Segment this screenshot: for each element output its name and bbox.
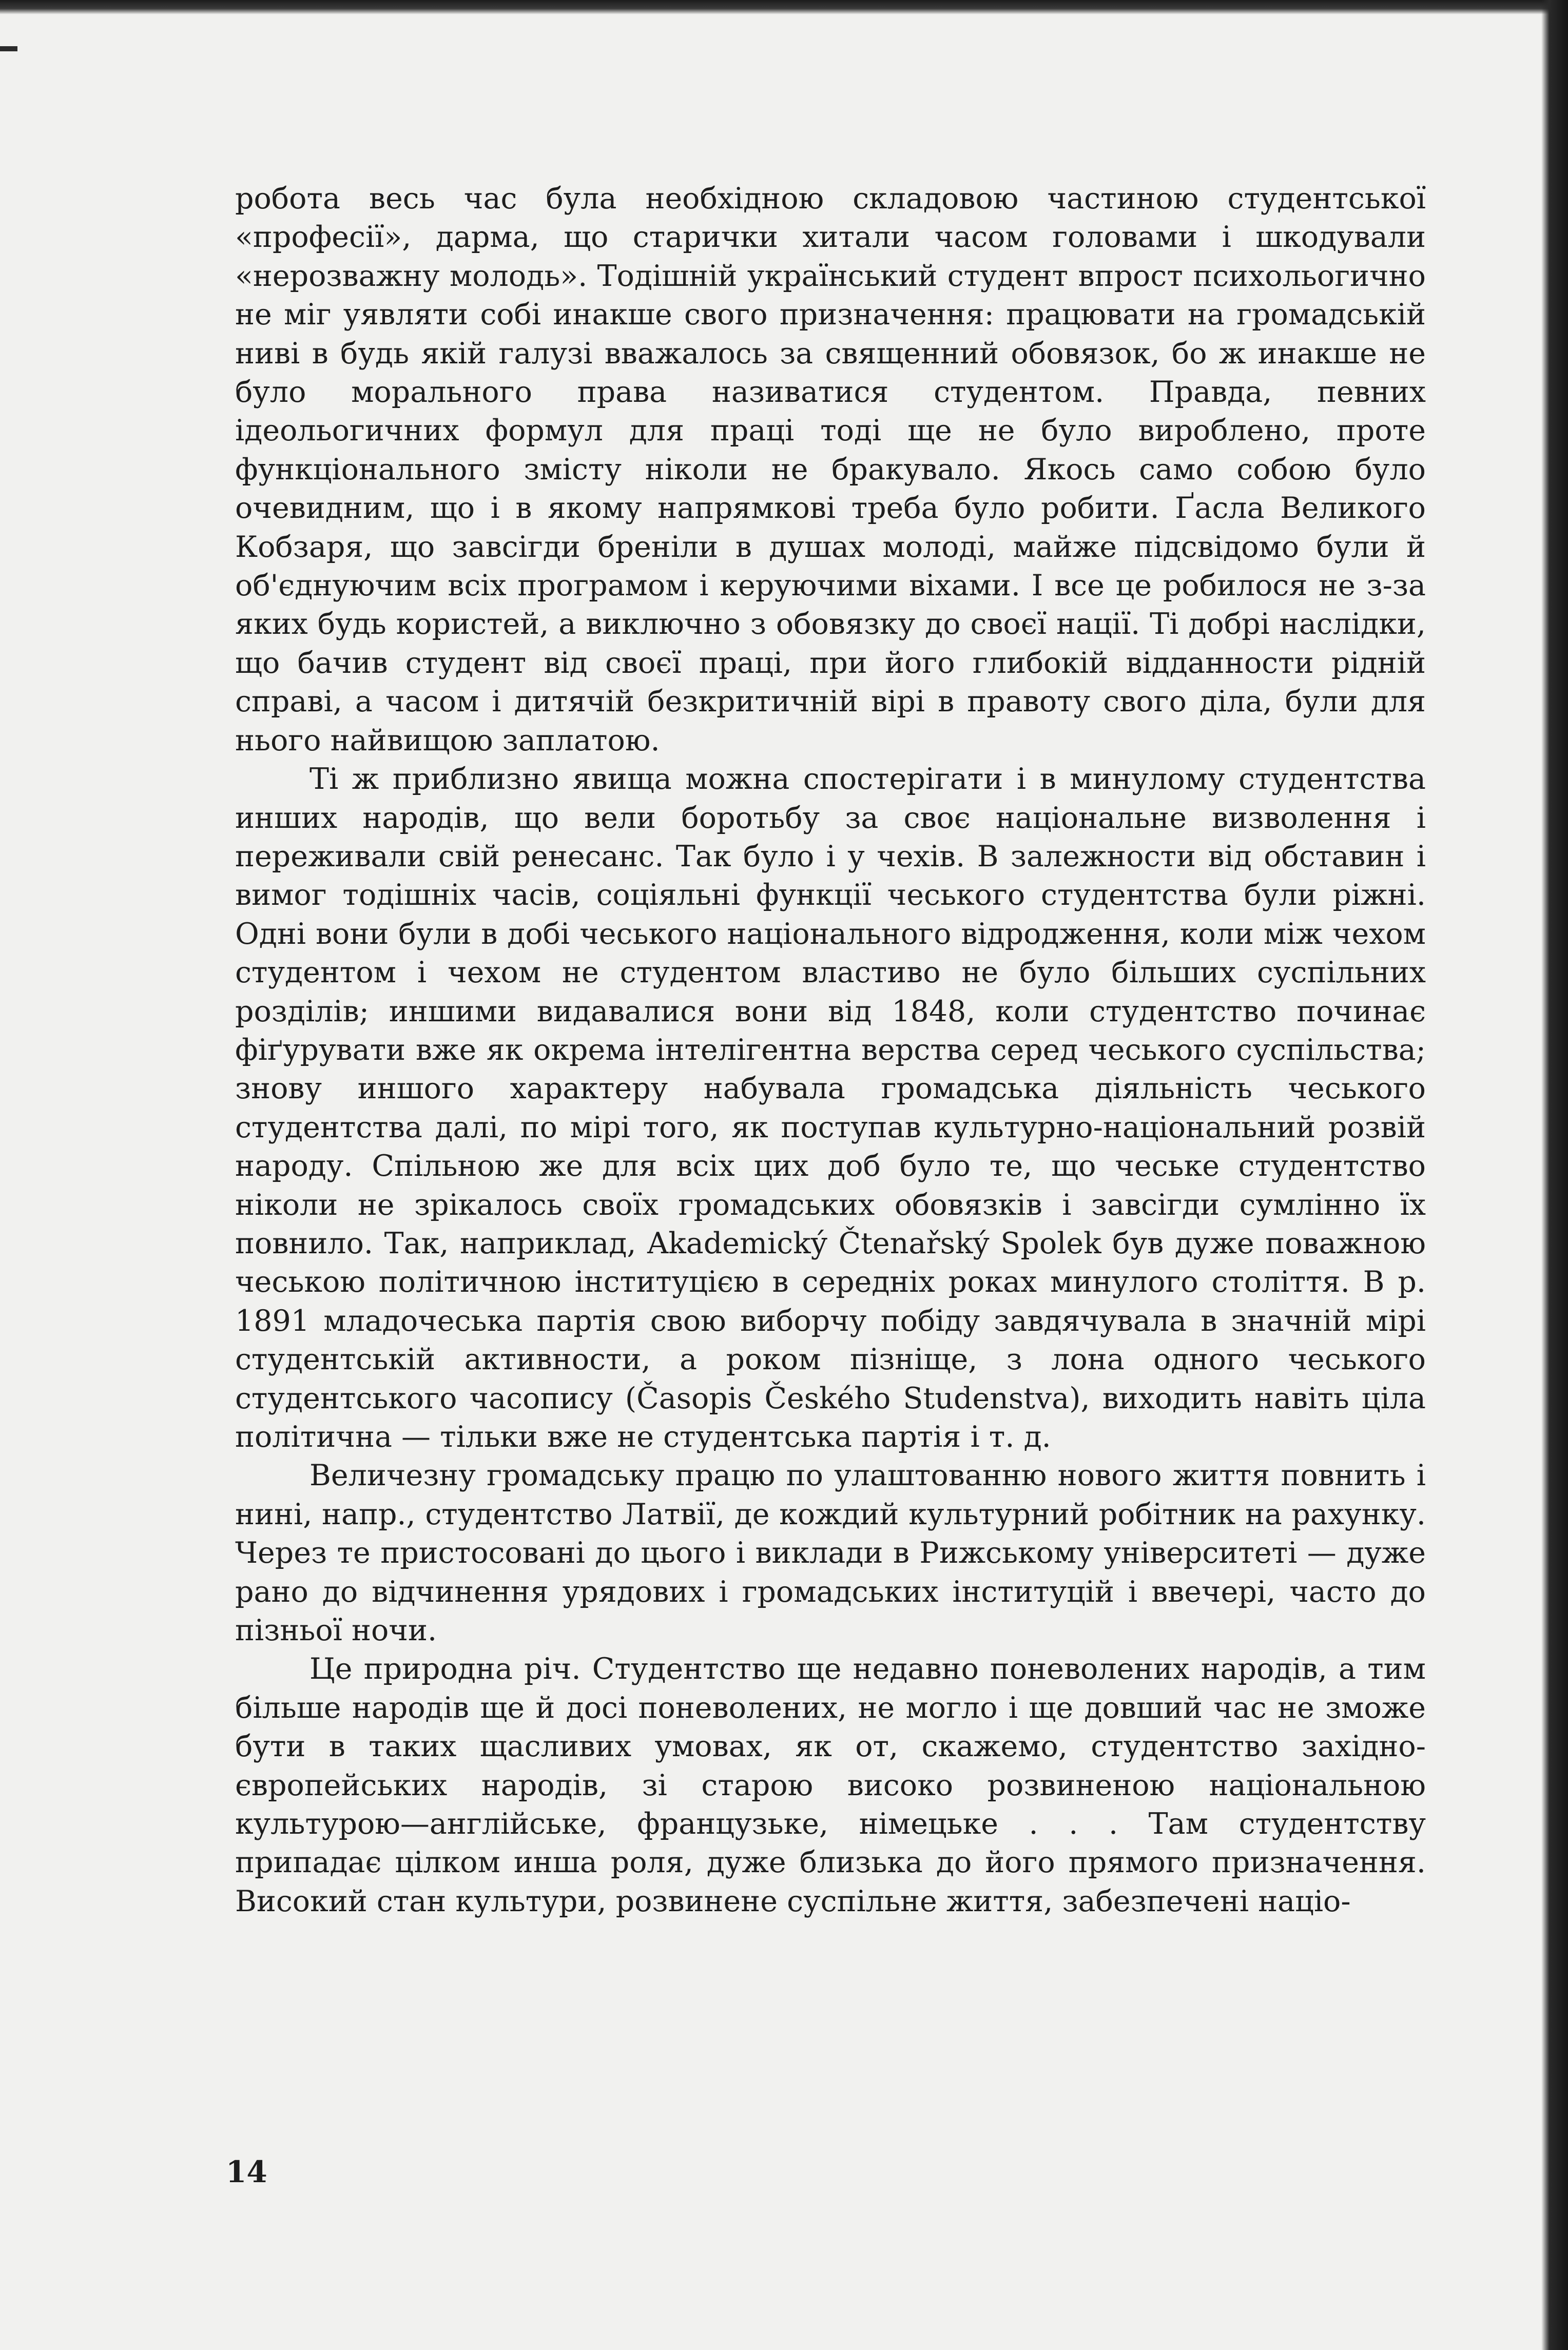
page-number: 14 — [226, 2154, 267, 2189]
paragraph-3: Величезну громадську працю по улаштованню нового життя повнить і нині, напр., студентство Латвії, де кождий культурний робітник на рахунку. Через те пристосовані до цього і виклади в Рижському університеті — дуже рано до відчинення урядових і громадських інституцій і ввечері, часто до пізньої ночи. — [235, 1459, 1426, 1648]
body-text — [235, 180, 1426, 1921]
paragraph-2: Ті ж приблизно явища можна спостерігати і в минулому студентства инших народів, що вели боротьбу за своє національне визволення і переживали свій ренесанс. Так було і у чехів. В залежности від обставин і вимог тодішніх часів, соціяльні функції чеського студентства були ріжні. Одні вони були в добі чеського національного відродження, коли між чехом студентом і чехом не студентом властиво не було більших суспільних розділів; иншими видавалися вони від 1848, коли студентство починає фіґурувати вже як окрема інтелігентна верства серед чеського суспільства; знову иншого характеру набувала громадська діяльність чеського студентства далі, по мірі того, як поступав культурно-національний розвій народу. Спільною же для всіх цих доб було те, що чеське студентство ніколи не зрікалось своїх громадських обовязків і завсігди сумлінно їх повнило. Так, наприклад, Akademický Čtenařský Spolek був дуже поважною чеською політичною інституцією в середніх роках минулого століття. В р. 1891 младочеська партія свою виборчу побіду завдячувала в значній мірі студентській активности, а роком пізніще, з лона одного чеського студентського часопису (Časopis Českého Studenstva), виходить навіть ціла політична — тільки вже не студентська партія і т. д. — [235, 762, 1426, 1454]
paragraph-1: робота весь час була необхідною складовою частиною студентської «професії», дарма, що старички хитали часом головами і шкодували «нерозважну молодь». Тодішній український студент впрост психольогично не міг уявляти собі инакше свого призначення: працювати на громадській ниві в будь якій галузі вважалось за священний обовязок, бо ж инакше не було морального права називатися студентом. Правда, певних ідеольогичних формул для праці тоді ще не було вироблено, проте функціонального змісту ніколи не бракувало. Якось само собою було очевидним, що і в якому напрямкові треба було робити. Ґасла Великого Кобзаря, що завсігди бреніли в душах молоді, майже підсвідомо були й об'єднуючим всіх програмом і керуючими віхами. І все це робилося не з-за яких будь користей, а виключно з обовязку до своєї нації. Ті добрі наслідки, що бачив студент від своєї праці, при його глибокій відданности рідній справі, а часом і дитячій безкритичній вірі в правоту свого діла, були для нього найвищою заплатою. — [235, 182, 1426, 758]
scan-edge-mark — [0, 46, 17, 51]
scan-edge-top — [0, 0, 1568, 14]
scan-edge-right — [1541, 0, 1568, 2350]
paragraph-4: Це природна річ. Студентство ще недавно поневолених народів, а тим більше народів ще й досі поневолених, не могло і ще довший час не зможе бути в таких щасливих умовах, як от, скажемо, студентство західно-європейських народів, зі старою високо розвиненою національною культурою—англійське, французьке, німецьке . . . Там студентству припадає цілком инша роля, дуже близька до його прямого призначення. Високий стан культури, розвинене суспільне життя, забезпечені націо- — [235, 1652, 1426, 1918]
